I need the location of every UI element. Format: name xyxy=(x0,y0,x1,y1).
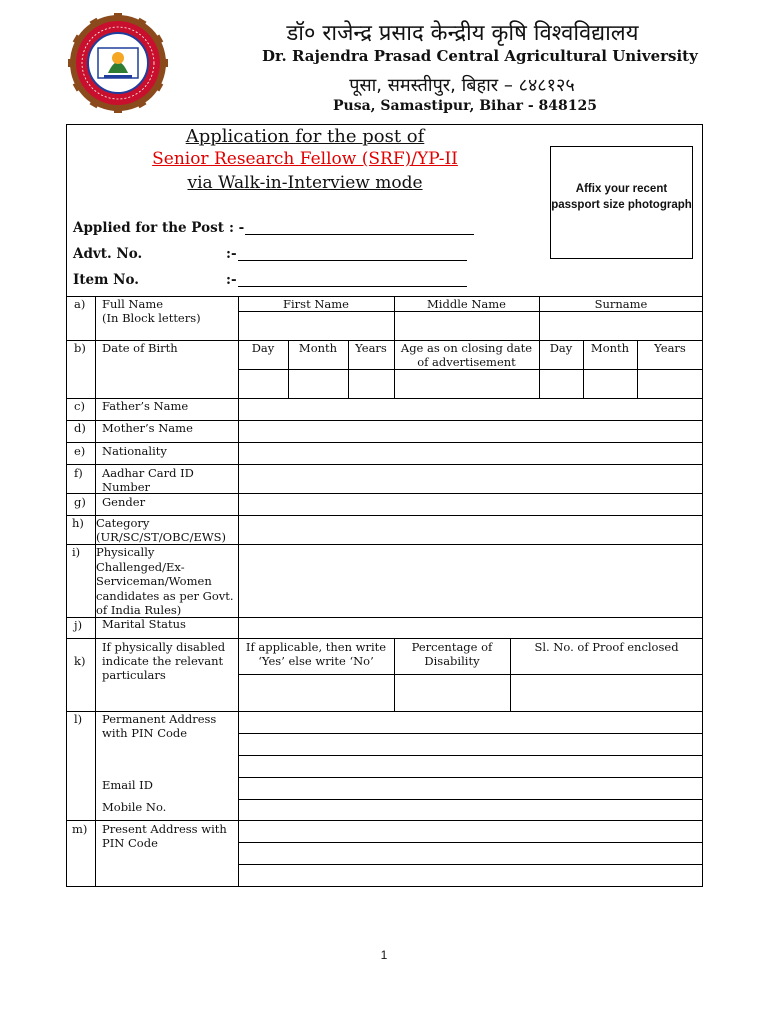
university-name-english: Dr. Rajendra Prasad Central Agricultural University xyxy=(262,47,698,65)
disability-label-line1: If physically disabled xyxy=(102,640,226,654)
fathers-name-label: Father’s Name xyxy=(102,399,189,413)
address-english: Pusa, Samastipur, Bihar - 848125 xyxy=(333,98,597,114)
proof-serial-field[interactable] xyxy=(511,675,703,711)
advt-no-label: Advt. No. xyxy=(73,246,143,262)
category-label: Category xyxy=(96,516,150,530)
age-day-field[interactable] xyxy=(540,370,583,398)
pwd-label-line4: candidates as per Govt. xyxy=(96,588,234,603)
aadhar-label-line2: Number xyxy=(102,480,151,494)
category-options: (UR/SC/ST/OBC/EWS) xyxy=(96,530,227,544)
pwd-label-line3: Serviceman/Women xyxy=(96,574,212,588)
row-l-index: l) xyxy=(74,712,83,726)
row-f-index: f) xyxy=(74,466,83,480)
row-h-index: h) xyxy=(72,516,84,530)
row-g-index: g) xyxy=(74,495,86,509)
age-month-header: Month xyxy=(590,341,630,355)
item-no-label: Item No. xyxy=(73,272,139,288)
row-k-index: k) xyxy=(74,654,86,668)
row-b-index: b) xyxy=(74,341,86,355)
row-a-index: a) xyxy=(74,297,86,311)
age-years-field[interactable] xyxy=(638,370,703,398)
age-header-line2: of advertisement xyxy=(417,355,516,369)
disability-applicable-header-line2: ‘Yes’ else write ‘No’ xyxy=(258,654,374,668)
dob-day-field[interactable] xyxy=(239,370,288,398)
dob-month-header: Month xyxy=(298,341,338,355)
disability-label-line3: particulars xyxy=(102,668,166,682)
dob-years-field[interactable] xyxy=(349,370,394,398)
row-e-index: e) xyxy=(74,444,86,458)
mobile-field[interactable] xyxy=(239,800,703,820)
permanent-address-label-line2: with PIN Code xyxy=(102,726,188,740)
middle-name-field[interactable] xyxy=(395,312,539,340)
address-hindi: पूसा, समस्तीपुर, बिहार – ८४८१२५ xyxy=(349,75,575,96)
present-address-label-line2: PIN Code xyxy=(102,836,158,850)
age-years-header: Years xyxy=(654,341,686,355)
gender-field[interactable] xyxy=(239,494,703,515)
dob-years-header: Years xyxy=(355,341,387,355)
form-title-mode: via Walk-in-Interview mode xyxy=(187,173,423,193)
row-m-index: m) xyxy=(72,822,88,836)
date-of-birth-label: Date of Birth xyxy=(102,341,178,355)
pwd-label-line5: of India Rules) xyxy=(96,603,182,617)
row-i-index: i) xyxy=(72,545,81,559)
disability-label-line2: indicate the relevant xyxy=(102,654,224,668)
age-field[interactable] xyxy=(395,370,539,398)
page-number: 1 xyxy=(380,948,388,962)
nationality-label: Nationality xyxy=(102,444,167,458)
mothers-name-label: Mother’s Name xyxy=(102,421,193,435)
pwd-field[interactable] xyxy=(239,545,703,617)
permanent-address-field[interactable] xyxy=(239,712,703,777)
full-name-label: Full Name xyxy=(102,297,164,311)
photo-box[interactable]: Affix your recent passport size photograph xyxy=(550,146,693,259)
university-name-hindi: डॉ० राजेन्द्र प्रसाद केन्द्रीय कृषि विश्वविद्यालय xyxy=(286,21,639,46)
disability-percentage-header-line2: Disability xyxy=(424,654,480,668)
surname-field[interactable] xyxy=(540,312,703,340)
aadhar-field[interactable] xyxy=(239,465,703,493)
advt-no-field[interactable] xyxy=(238,260,467,261)
disability-percentage-field[interactable] xyxy=(395,675,510,711)
form-title-line1: Application for the post of xyxy=(185,126,425,147)
age-month-field[interactable] xyxy=(584,370,637,398)
mothers-name-field[interactable] xyxy=(239,421,703,442)
surname-header: Surname xyxy=(594,297,648,311)
full-name-sublabel: (In Block letters) xyxy=(102,311,201,325)
form-title-post: Senior Research Fellow (SRF)/YP-II xyxy=(152,149,458,169)
dob-month-field[interactable] xyxy=(289,370,348,398)
item-no-field[interactable] xyxy=(238,286,467,287)
emblem-centre-icon xyxy=(98,48,138,78)
disability-applicable-header-line1: If applicable, then write xyxy=(245,640,387,654)
row-c-index: c) xyxy=(74,399,85,413)
present-address-field[interactable] xyxy=(239,821,703,886)
item-no-separator: :- xyxy=(226,272,237,288)
mobile-label: Mobile No. xyxy=(102,800,167,814)
email-label: Email ID xyxy=(102,778,153,792)
permanent-address-label: Permanent Address xyxy=(102,712,217,726)
applied-post-field[interactable] xyxy=(245,234,474,235)
present-address-label: Present Address with xyxy=(102,822,227,836)
marital-status-field[interactable] xyxy=(239,618,703,638)
fathers-name-field[interactable] xyxy=(239,399,703,420)
disability-applicable-field[interactable] xyxy=(239,675,394,711)
gender-label: Gender xyxy=(102,495,146,509)
nationality-field[interactable] xyxy=(239,443,703,464)
pwd-label-line2: Challenged/Ex- xyxy=(96,559,185,574)
advt-no-separator: :- xyxy=(226,246,237,262)
row-j-index: j) xyxy=(74,618,83,632)
applied-post-separator: : - xyxy=(229,220,245,236)
disability-percentage-header-line1: Percentage of xyxy=(411,640,493,654)
first-name-header: First Name xyxy=(283,297,349,311)
aadhar-label: Aadhar Card ID xyxy=(102,466,194,480)
category-field[interactable] xyxy=(239,516,703,544)
dob-day-header: Day xyxy=(251,341,275,355)
age-header-line1: Age as on closing date xyxy=(400,341,533,355)
pwd-label-line1: Physically xyxy=(96,545,155,559)
middle-name-header: Middle Name xyxy=(427,297,506,311)
row-d-index: d) xyxy=(74,421,86,435)
marital-status-label: Marital Status xyxy=(102,617,186,631)
applied-post-label: Applied for the Post xyxy=(73,220,224,236)
age-day-header: Day xyxy=(549,341,573,355)
university-logo xyxy=(68,13,168,113)
first-name-field[interactable] xyxy=(239,312,394,340)
email-field[interactable] xyxy=(239,778,703,799)
proof-serial-header: Sl. No. of Proof enclosed xyxy=(534,640,679,654)
